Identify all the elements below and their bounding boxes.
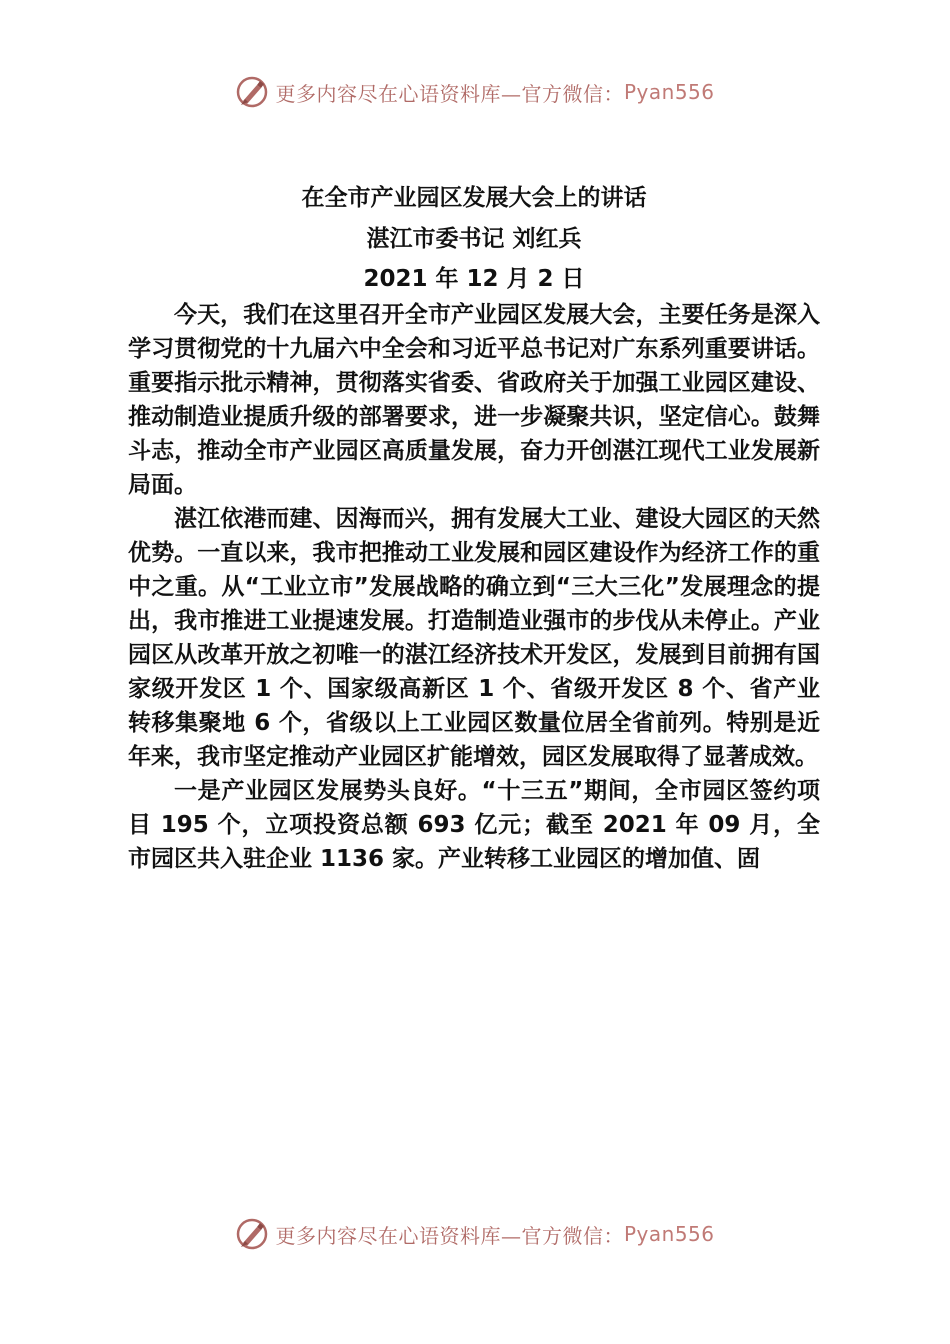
pen-logo-icon bbox=[235, 75, 269, 109]
pen-logo-icon bbox=[235, 1217, 269, 1251]
watermark-text: 更多内容尽在心语资料库—官方微信： bbox=[275, 1223, 624, 1248]
watermark-text: 更多内容尽在心语资料库—官方微信： bbox=[275, 81, 624, 106]
watermark-header bbox=[0, 72, 950, 112]
watermark-footer bbox=[0, 1214, 950, 1254]
paragraph-1: 今天，我们在这里召开全市产业园区发展大会，主要任务是深入学习贯彻党的十九届六中全会和习近平总书记对广东系列重要讲话。重要指示批示精神，贯彻落实省委、省政府关于加强工业园区建设、推动制造业提质升级的部署要求，进一步凝聚共识，坚定信心。鼓舞斗志，推动全市产业园区高质量发展，奋力开创湛江现代工业发展新局面。 bbox=[128, 302, 820, 498]
watermark-wechat-id: Pyan556 bbox=[623, 1222, 715, 1246]
document-body bbox=[128, 178, 820, 876]
document-author: 湛江市委书记 刘红兵 bbox=[366, 226, 582, 252]
watermark-wechat-id: Pyan556 bbox=[623, 80, 715, 104]
paragraph-3: 一是产业园区发展势头良好。“十三五”期间，全市园区签约项目 195 个，立项投资总额 693 亿元；截至 2021 年 09 月，全市园区共入驻企业 1136 家。产业转移工业园区的增加值、固 bbox=[128, 778, 820, 872]
document-title: 在全市产业园区发展大会上的讲话 bbox=[301, 185, 647, 211]
document-date: 2021 年 12 月 2 日 bbox=[363, 266, 585, 292]
paragraph-2: 湛江依港而建、因海而兴，拥有发展大工业、建设大园区的天然优势。一直以来，我市把推动工业发展和园区建设作为经济工作的重中之重。从“工业立市”发展战略的确立到“三大三化”发展理念的提出，我市推进工业提速发展。打造制造业强市的步伐从未停止。产业园区从改革开放之初唯一的湛江经济技术开发区，发展到目前拥有国家级开发区 1 个、国家级高新区 1 个、省级开发区 8 个、省产业转移集聚地 6 个，省级以上工业园区数量位居全省前列。特别是近年来，我市坚定推动产业园区扩能增效，园区发展取得了显著成效。 bbox=[128, 506, 820, 770]
